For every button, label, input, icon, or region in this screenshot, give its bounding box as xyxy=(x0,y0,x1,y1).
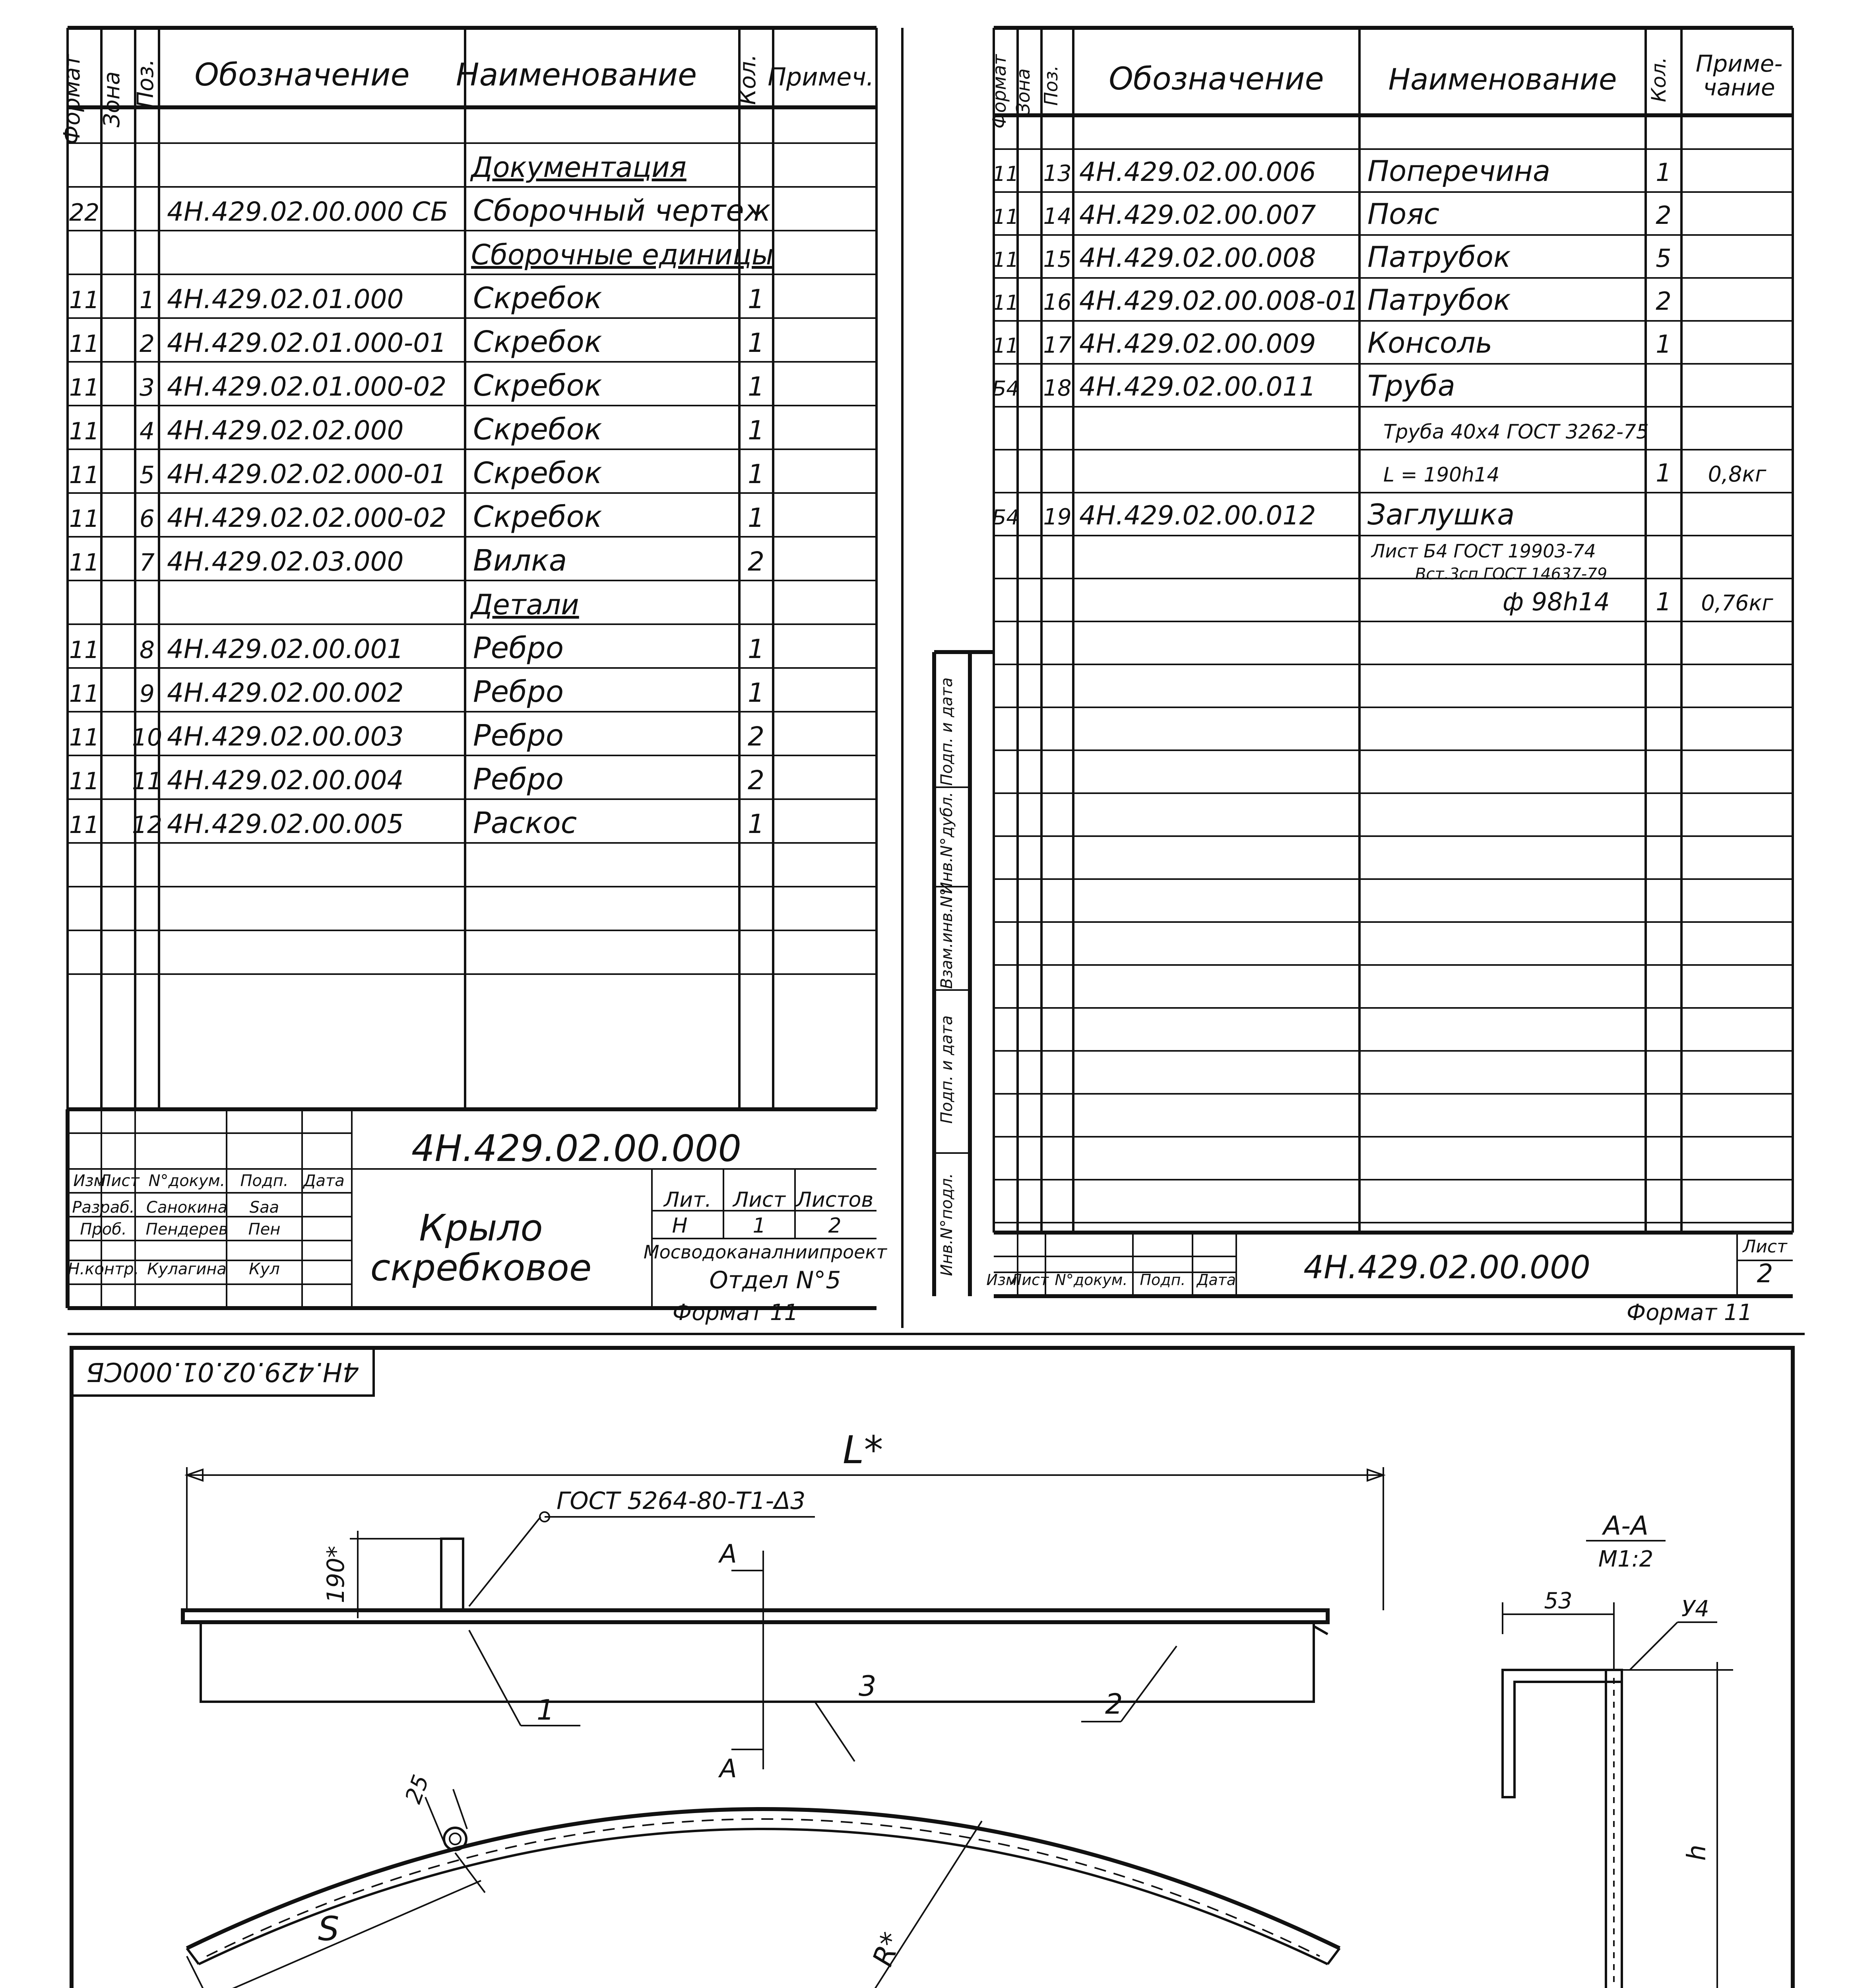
dim-L: L* xyxy=(843,1428,883,1472)
left-row-9-designation: 4Н.429.02.03.000 xyxy=(167,546,404,577)
left-sheet: 1 xyxy=(752,1214,766,1238)
left-item-name-1: Крыло xyxy=(419,1207,543,1249)
left-doc-number: 4Н.429.02.00.000 xyxy=(411,1127,742,1170)
lh-pos: Поз. xyxy=(133,59,159,108)
left-row-3-name: Скребок xyxy=(473,281,602,315)
left-row-13-name: Ребро xyxy=(473,718,564,753)
right-row-0-format: 11 xyxy=(992,162,1019,186)
left-row-3-designation: 4Н.429.02.01.000 xyxy=(167,284,404,315)
callout-3: 3 xyxy=(859,1670,877,1703)
right-row-9-name: Лист Б4 ГОСТ 19903-74 xyxy=(1371,540,1596,562)
right-row-1-qty: 2 xyxy=(1656,201,1672,230)
right-row-4-qty: 1 xyxy=(1656,330,1672,359)
section-view xyxy=(1503,1510,1733,1988)
left-row-13-designation: 4Н.429.02.00.003 xyxy=(167,721,404,752)
left-person-2: Пендерев xyxy=(145,1220,228,1239)
left-row-13-pos: 10 xyxy=(132,724,163,751)
rh-note-1: Приме- xyxy=(1695,50,1783,77)
left-row-8-format: 11 xyxy=(69,505,100,533)
right-row-2-name: Патрубок xyxy=(1367,240,1511,274)
right-sheet-label: Лист xyxy=(1743,1237,1787,1257)
left-row-6-format: 11 xyxy=(69,417,100,445)
left-row-14-name: Ребро xyxy=(473,762,564,796)
section-mark-top: A xyxy=(719,1540,737,1569)
left-row-5-name: Скребок xyxy=(473,369,602,403)
left-row-4-format: 11 xyxy=(69,330,100,358)
right-col-izm: Изм xyxy=(986,1271,1017,1289)
right-row-2-designation: 4Н.429.02.00.008 xyxy=(1079,243,1316,273)
right-row-7-name: L = 190h14 xyxy=(1383,463,1500,486)
rh-zone: Зона xyxy=(1012,68,1034,115)
left-row-5-format: 11 xyxy=(69,374,100,402)
left-row-14-qty: 2 xyxy=(748,765,764,796)
right-row-9-name-2: Вст.3сп ГОСТ 14637-79 xyxy=(1415,565,1608,583)
corner-stamp: 4Н.429.02.01.000СБ xyxy=(86,1357,359,1387)
right-row-8-pos: 19 xyxy=(1043,504,1072,530)
left-row-7-format: 11 xyxy=(69,461,100,489)
left-row-13-qty: 2 xyxy=(748,721,764,752)
left-row-9-qty: 2 xyxy=(748,546,764,577)
left-row-2-name: Сборочные единицы xyxy=(471,239,774,271)
left-col-doc: N°докум. xyxy=(148,1172,225,1190)
lh-name: Наименование xyxy=(456,57,697,93)
left-col-date: Дата xyxy=(303,1172,345,1190)
left-role-1: Разраб. xyxy=(72,1198,135,1217)
left-title-block xyxy=(68,1127,888,1326)
left-person-1: Санокина xyxy=(146,1198,227,1217)
left-row-11-pos: 8 xyxy=(139,636,155,664)
right-col-doc: N°докум. xyxy=(1055,1271,1128,1289)
left-item-name-2: скребковое xyxy=(370,1246,592,1289)
side-stamp xyxy=(938,678,956,1276)
left-row-15-qty: 1 xyxy=(748,809,764,839)
right-row-10-name: ф 98h14 xyxy=(1503,587,1610,616)
left-specification xyxy=(59,28,887,1326)
callout-1: 1 xyxy=(537,1694,555,1726)
section-title: А-А xyxy=(1603,1510,1649,1541)
right-col-date: Дата xyxy=(1196,1271,1236,1289)
left-row-0-name: Документация xyxy=(471,151,686,184)
left-row-8-designation: 4Н.429.02.02.000-02 xyxy=(167,503,447,533)
left-org-1: Мосводоканалниипроект xyxy=(643,1241,887,1263)
left-row-3-format: 11 xyxy=(69,286,100,314)
lh-designation: Обозначение xyxy=(194,57,410,93)
right-row-3-name: Патрубок xyxy=(1367,283,1511,316)
left-row-3-qty: 1 xyxy=(748,284,764,315)
dim-S: S xyxy=(318,1909,339,1948)
right-row-1-pos: 14 xyxy=(1043,204,1072,229)
side-label-4: Инв.N°дубл. xyxy=(938,792,956,894)
left-row-6-designation: 4Н.429.02.02.000 xyxy=(167,415,404,446)
left-col-izm: Изм xyxy=(73,1172,106,1190)
right-row-3-designation: 4Н.429.02.00.008-01 xyxy=(1079,285,1359,316)
right-col-list: Лист xyxy=(1010,1271,1049,1289)
right-row-2-qty: 5 xyxy=(1656,244,1672,273)
left-format: Формат 11 xyxy=(672,1300,799,1326)
left-row-12-qty: 1 xyxy=(748,678,764,708)
left-row-5-designation: 4Н.429.02.01.000-02 xyxy=(167,371,447,402)
section-weld: У4 xyxy=(1681,1596,1709,1622)
right-row-0-designation: 4Н.429.02.00.006 xyxy=(1079,157,1316,187)
section-scale: М1:2 xyxy=(1598,1546,1654,1572)
left-row-15-pos: 12 xyxy=(132,811,163,839)
right-row-8-format: Б4 xyxy=(992,506,1020,530)
left-row-11-format: 11 xyxy=(69,636,100,664)
right-row-4-designation: 4Н.429.02.00.009 xyxy=(1079,328,1316,359)
left-sheet-label: Лист xyxy=(733,1188,785,1212)
left-sign-2: Пен xyxy=(248,1220,281,1239)
left-row-7-name: Скребок xyxy=(473,456,602,490)
section-mark-bottom: A xyxy=(719,1754,737,1784)
right-row-7-qty: 1 xyxy=(1656,458,1672,487)
right-row-10-mass: 0,76кг xyxy=(1701,590,1773,615)
right-row-5-pos: 18 xyxy=(1043,375,1072,401)
callout-2: 2 xyxy=(1105,1688,1123,1720)
left-row-8-name: Скребок xyxy=(473,500,602,534)
side-label-5: Подп. и дата xyxy=(938,677,956,786)
right-row-8-name: Заглушка xyxy=(1367,498,1515,531)
right-row-4-name: Консоль xyxy=(1367,326,1493,359)
left-row-9-pos: 7 xyxy=(139,549,155,577)
right-row-2-pos: 15 xyxy=(1043,247,1072,272)
left-row-15-name: Раскос xyxy=(473,806,577,840)
right-row-0-pos: 13 xyxy=(1043,161,1072,186)
left-row-13-format: 11 xyxy=(69,724,100,751)
rh-designation: Обозначение xyxy=(1109,61,1324,97)
left-sheets: 2 xyxy=(828,1214,842,1238)
right-row-3-pos: 16 xyxy=(1043,289,1072,315)
left-row-1-name: Сборочный чертеж xyxy=(473,194,771,228)
left-person-3: Кулагина xyxy=(147,1260,227,1278)
left-row-12-designation: 4Н.429.02.00.002 xyxy=(167,678,404,708)
left-row-12-name: Ребро xyxy=(473,675,564,709)
left-row-4-qty: 1 xyxy=(748,328,764,358)
left-row-12-pos: 9 xyxy=(139,680,155,708)
left-row-4-designation: 4Н.429.02.01.000-01 xyxy=(167,328,447,358)
rh-name: Наименование xyxy=(1388,62,1617,97)
right-row-3-format: 11 xyxy=(992,291,1019,315)
right-row-1-name: Пояс xyxy=(1367,197,1440,231)
left-row-1-designation: 4Н.429.02.00.000 СБ xyxy=(167,196,448,227)
lh-note: Примеч. xyxy=(768,62,874,91)
left-row-3-pos: 1 xyxy=(139,286,155,314)
right-row-4-format: 11 xyxy=(992,334,1019,358)
left-row-11-designation: 4Н.429.02.00.001 xyxy=(167,634,404,664)
right-format: Формат 11 xyxy=(1626,1300,1753,1326)
left-row-6-pos: 4 xyxy=(139,417,155,445)
lh-zone: Зона xyxy=(99,71,125,128)
rh-note-2: чание xyxy=(1703,74,1775,101)
left-row-6-name: Скребок xyxy=(473,412,602,447)
left-row-7-qty: 1 xyxy=(748,459,764,489)
right-row-10-qty: 1 xyxy=(1656,587,1672,616)
lh-format: Формат xyxy=(59,54,85,145)
left-sign-1: Saa xyxy=(249,1198,279,1217)
left-lit-label: Лит. xyxy=(664,1188,712,1212)
left-row-10-name: Детали xyxy=(471,588,579,621)
dim-R: R* xyxy=(866,1928,908,1971)
left-row-8-qty: 1 xyxy=(748,503,764,533)
right-specification xyxy=(934,28,1793,1326)
left-row-1-format: 22 xyxy=(69,199,100,227)
front-view xyxy=(183,1428,1383,1784)
left-row-5-pos: 3 xyxy=(139,374,155,402)
side-label-2: Подп. и дата xyxy=(938,1015,956,1124)
right-row-8-designation: 4Н.429.02.00.012 xyxy=(1079,500,1316,531)
left-row-7-designation: 4Н.429.02.02.000-01 xyxy=(167,459,447,489)
right-row-7-mass: 0,8кг xyxy=(1708,462,1767,487)
dim-25: 25 xyxy=(400,1771,434,1807)
left-row-7-pos: 5 xyxy=(139,461,155,489)
right-row-2-format: 11 xyxy=(992,248,1019,272)
left-col-sign: Подп. xyxy=(240,1172,289,1190)
left-col-list: Лист xyxy=(99,1172,140,1190)
right-row-0-name: Поперечина xyxy=(1367,154,1551,188)
left-sheets-label: Листов xyxy=(796,1188,874,1212)
right-row-1-format: 11 xyxy=(992,205,1019,229)
left-row-4-name: Скребок xyxy=(473,325,602,359)
dim-53: 53 xyxy=(1544,1588,1573,1614)
left-row-8-pos: 6 xyxy=(139,505,155,533)
right-row-5-name: Труба xyxy=(1367,369,1455,402)
side-label-1: Инв.N°подл. xyxy=(938,1173,956,1276)
left-row-15-designation: 4Н.429.02.00.005 xyxy=(167,809,404,839)
rh-pos: Поз. xyxy=(1040,65,1062,106)
left-org-2: Отдел N°5 xyxy=(709,1266,841,1294)
left-row-11-qty: 1 xyxy=(748,634,764,664)
left-lit: Н xyxy=(672,1214,688,1238)
side-label-3: Взам.инв.N° xyxy=(938,887,956,989)
left-row-9-format: 11 xyxy=(69,549,100,577)
rh-format: Формат xyxy=(989,54,1010,129)
left-row-14-designation: 4Н.429.02.00.004 xyxy=(167,765,404,796)
left-role-2: Проб. xyxy=(80,1220,127,1239)
left-row-5-qty: 1 xyxy=(748,371,764,402)
right-row-6-name: Труба 40х4 ГОСТ 3262-75 xyxy=(1383,420,1649,443)
left-row-14-pos: 11 xyxy=(132,767,163,795)
right-doc-number: 4Н.429.02.00.000 xyxy=(1303,1249,1590,1286)
left-role-3: Н.контр. xyxy=(68,1260,139,1278)
right-row-4-pos: 17 xyxy=(1043,332,1072,358)
right-sheet: 2 xyxy=(1757,1259,1773,1289)
left-sign-3: Кул xyxy=(249,1260,280,1278)
left-row-14-format: 11 xyxy=(69,767,100,795)
left-row-9-name: Вилка xyxy=(473,544,567,578)
lh-qty: Кол. xyxy=(735,54,761,105)
left-row-15-format: 11 xyxy=(69,811,100,839)
weld-symbol: ГОСТ 5264-80-Т1-Δ3 xyxy=(557,1487,806,1515)
assembly-drawing xyxy=(72,1348,1798,1988)
right-row-0-qty: 1 xyxy=(1656,158,1672,187)
left-row-11-name: Ребро xyxy=(473,631,564,665)
dim-h: h xyxy=(1682,1844,1712,1861)
dim-190: 190* xyxy=(322,1545,350,1604)
right-row-5-format: Б4 xyxy=(992,377,1020,401)
rh-qty: Кол. xyxy=(1647,57,1670,102)
right-row-3-qty: 2 xyxy=(1656,287,1672,316)
right-col-sign: Подп. xyxy=(1140,1271,1186,1289)
left-row-6-qty: 1 xyxy=(748,415,764,446)
left-row-4-pos: 2 xyxy=(139,330,155,358)
left-row-12-format: 11 xyxy=(69,680,100,708)
right-row-1-designation: 4Н.429.02.00.007 xyxy=(1079,200,1316,230)
right-row-5-designation: 4Н.429.02.00.011 xyxy=(1079,371,1316,402)
